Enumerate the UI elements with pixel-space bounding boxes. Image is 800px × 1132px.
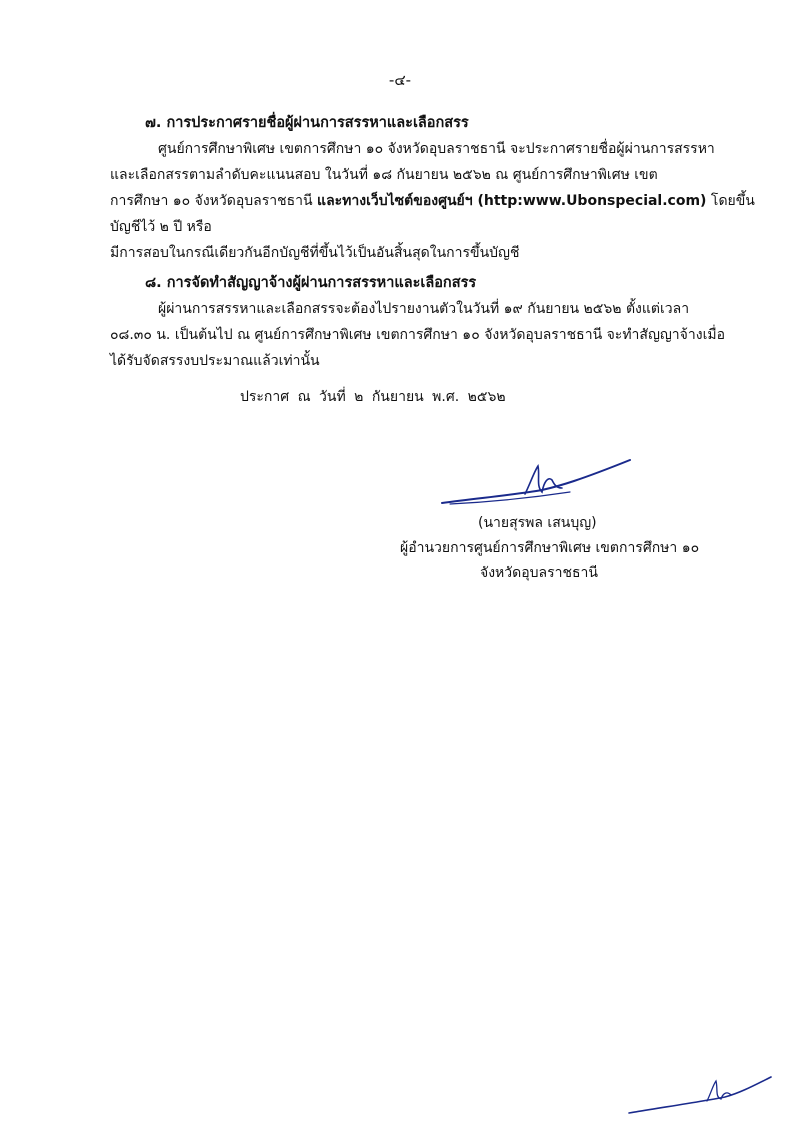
section-8-paragraph xyxy=(110,296,725,374)
section-8-line-1: ผู้ผ่านการสรรหาและเลือกสรรจะต้องไปรายงานตัวในวันที่ ๑๙ กันยายน ๒๕๖๒ ตั้งแต่เวลา xyxy=(158,301,690,317)
initials-image xyxy=(625,1075,775,1120)
signer-name: (นายสุรพล เสนบุญ) xyxy=(478,515,597,531)
section-8-heading: ๘. การจัดทำสัญญาจ้างผู้ผ่านการสรรหาและเลือกสรร xyxy=(145,275,477,291)
section-7-website-text: และทางเว็บไซต์ของศูนย์ฯ (http:www.Ubonspecial.com) xyxy=(317,193,707,209)
section-7-paragraph xyxy=(110,136,755,266)
section-8-line-3: ได้รับจัดสรรงบประมาณแล้วเท่านั้น xyxy=(110,353,320,369)
signer-province: จังหวัดอุบลราชธานี xyxy=(480,565,598,581)
section-7-heading: ๗. การประกาศรายชื่อผู้ผ่านการสรรหาและเลือกสรร xyxy=(145,115,469,131)
section-7 xyxy=(110,110,755,266)
section-7-line-3-prefix: การศึกษา ๑๐ จังหวัดอุบลราชธานี xyxy=(110,193,318,209)
section-7-line-5: มีการสอบในกรณีเดียวกันอีกบัญชีที่ขึ้นไว้เป็นอันสิ้นสุดในการขึ้นบัญชี xyxy=(110,245,520,261)
signer-position: ผู้อำนวยการศูนย์การศึกษาพิเศษ เขตการศึกษา ๑๐ xyxy=(400,540,700,556)
section-7-line-2: และเลือกสรรตามลำดับคะแนนสอบ ในวันที่ ๑๘ กันยายน ๒๕๖๒ ณ ศูนย์การศึกษาพิเศษ เขต xyxy=(110,167,658,183)
announcement-date: ประกาศ ณ วันที่ ๒ กันยายน พ.ศ. ๒๕๖๒ xyxy=(240,389,506,405)
section-7-line-1: ศูนย์การศึกษาพิเศษ เขตการศึกษา ๑๐ จังหวัดอุบลราชธานี จะประกาศรายชื่อผู้ผ่านการสรรหา xyxy=(158,141,715,157)
section-8-line-2: ๐๘.๓๐ น. เป็นต้นไป ณ ศูนย์การศึกษาพิเศษ เขตการศึกษา ๑๐ จังหวัดอุบลราชธานี จะทำสัญญาจ้างเมื่อ xyxy=(110,327,725,343)
section-7-line-3-suffix: โดยขึ้น xyxy=(706,193,755,209)
section-7-line-4: บัญชีไว้ ๒ ปี หรือ xyxy=(110,219,212,235)
signature-image xyxy=(430,458,650,508)
section-8 xyxy=(110,270,725,374)
initials-stroke-loop xyxy=(707,1081,731,1101)
section-7-line-3 xyxy=(110,188,755,214)
page-number: -๔- xyxy=(388,71,412,89)
initials-stroke-main xyxy=(629,1077,771,1113)
